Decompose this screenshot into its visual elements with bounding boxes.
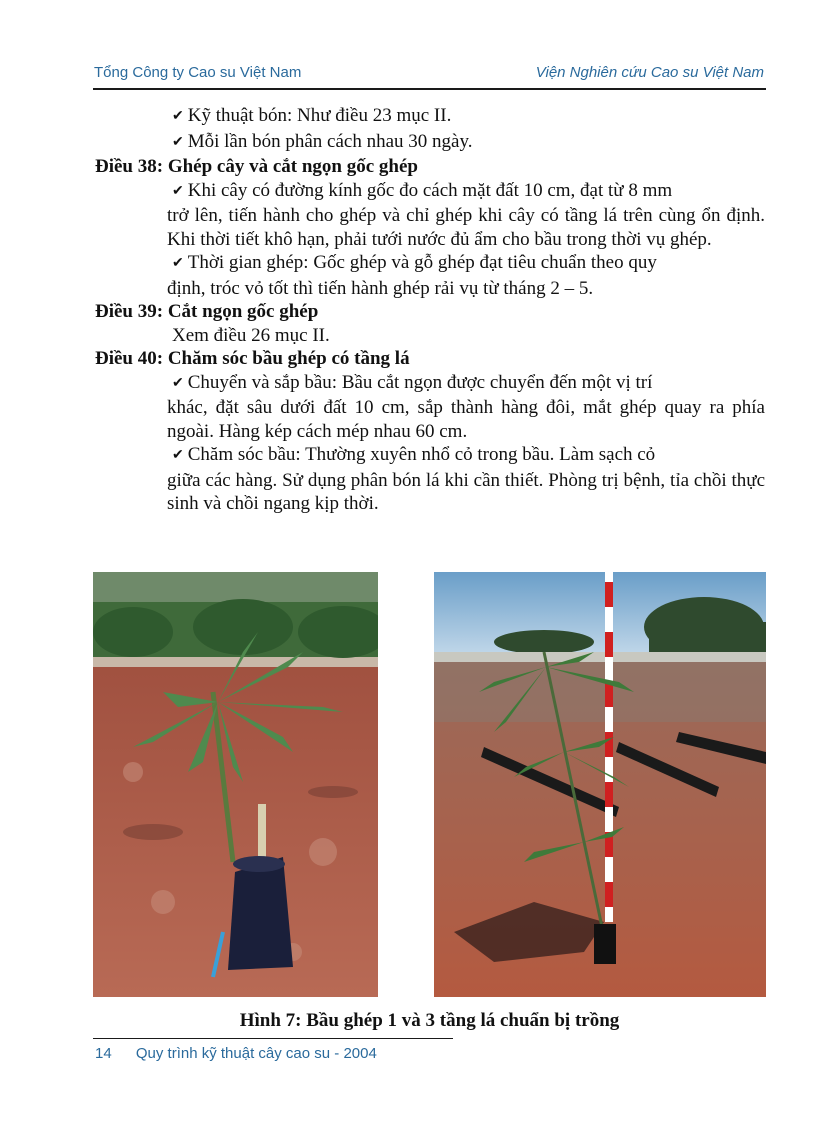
bullet-text: Chuyển và sắp bầu: Bầu cắt ngọn được chuyển đến một vị trí <box>187 371 653 393</box>
page-number: 14 <box>95 1045 112 1062</box>
document-body <box>95 104 765 516</box>
bullet-text: Thời gian ghép: Gốc ghép và gỗ ghép đạt tiêu chuẩn theo quy <box>187 252 657 273</box>
article-39-text: Xem điều 26 mục II. <box>172 324 330 346</box>
header-right-institute: Viện Nghiên cứu Cao su Việt Nam <box>535 64 764 81</box>
header-left-organization: Tổng Công ty Cao su Việt Nam <box>94 64 302 81</box>
bullet-item-continuation: định, tróc vỏ tốt thì tiến hành ghép rải vụ từ tháng 2 – 5. <box>167 277 594 299</box>
check-bullet-icon: ✔ <box>172 183 184 199</box>
bullet-item-continuation: trở lên, tiến hành cho ghép và chỉ ghép khi cây có tầng lá trên cùng ổn định. Khi thời tiết khô hạn, phải tưới nước đủ ẩm cho bầu trong thời vụ ghép. <box>167 205 765 250</box>
article-40-heading: Điều 40: Chăm sóc bầu ghép có tầng lá <box>95 348 410 369</box>
bullet-text: Khi cây có đường kính gốc đo cách mặt đất 10 cm, đạt từ 8 mm <box>187 179 673 201</box>
bullet-item-first-line <box>95 179 765 205</box>
check-bullet-icon: ✔ <box>172 256 184 271</box>
figure-caption: Hình 7: Bầu ghép 1 và 3 tầng lá chuẩn bị trồng <box>239 1010 620 1031</box>
footer-divider <box>93 1038 453 1039</box>
check-bullet-icon: ✔ <box>172 109 184 124</box>
bullet-item-first-line <box>95 251 765 277</box>
bullet-text: Mỗi lần bón phân cách nhau 30 ngày. <box>187 130 473 152</box>
bullet-item <box>95 104 765 130</box>
bullet-text: Chăm sóc bầu: Thường xuyên nhổ cỏ trong bầu. Làm sạch cỏ <box>187 444 656 465</box>
footer-document-title: Quy trình kỹ thuật cây cao su - 2004 <box>135 1045 377 1062</box>
bullet-text: Kỹ thuật bón: Như điều 23 mục II. <box>187 105 452 126</box>
bullet-item-first-line <box>95 371 765 397</box>
page-footer <box>95 1045 377 1062</box>
seedling-photo-one-leaf-whorl <box>93 572 378 997</box>
check-bullet-icon: ✔ <box>172 375 184 391</box>
article-38-heading: Điều 38: Ghép cây và cắt ngọn gốc ghép <box>95 156 418 177</box>
article-39-heading: Điều 39: Cắt ngọn gốc ghép <box>95 301 319 322</box>
check-bullet-icon: ✔ <box>172 448 184 463</box>
bullet-item-continuation: khác, đặt sâu dưới đất 10 cm, sắp thành hàng đôi, mắt ghép quay ra phía ngoài. Hàng kép cách mép nhau 60 cm. <box>167 397 765 442</box>
bullet-item-first-line <box>95 443 765 469</box>
bullet-item-continuation: giữa các hàng. Sử dụng phân bón lá khi cần thiết. Phòng trị bệnh, tỉa chồi thực sinh và chồi ngang kịp thời. <box>167 469 765 514</box>
seedling-photo-three-leaf-whorls <box>434 572 766 997</box>
bullet-item <box>95 130 765 156</box>
check-bullet-icon: ✔ <box>172 134 184 150</box>
header-divider <box>93 88 766 90</box>
